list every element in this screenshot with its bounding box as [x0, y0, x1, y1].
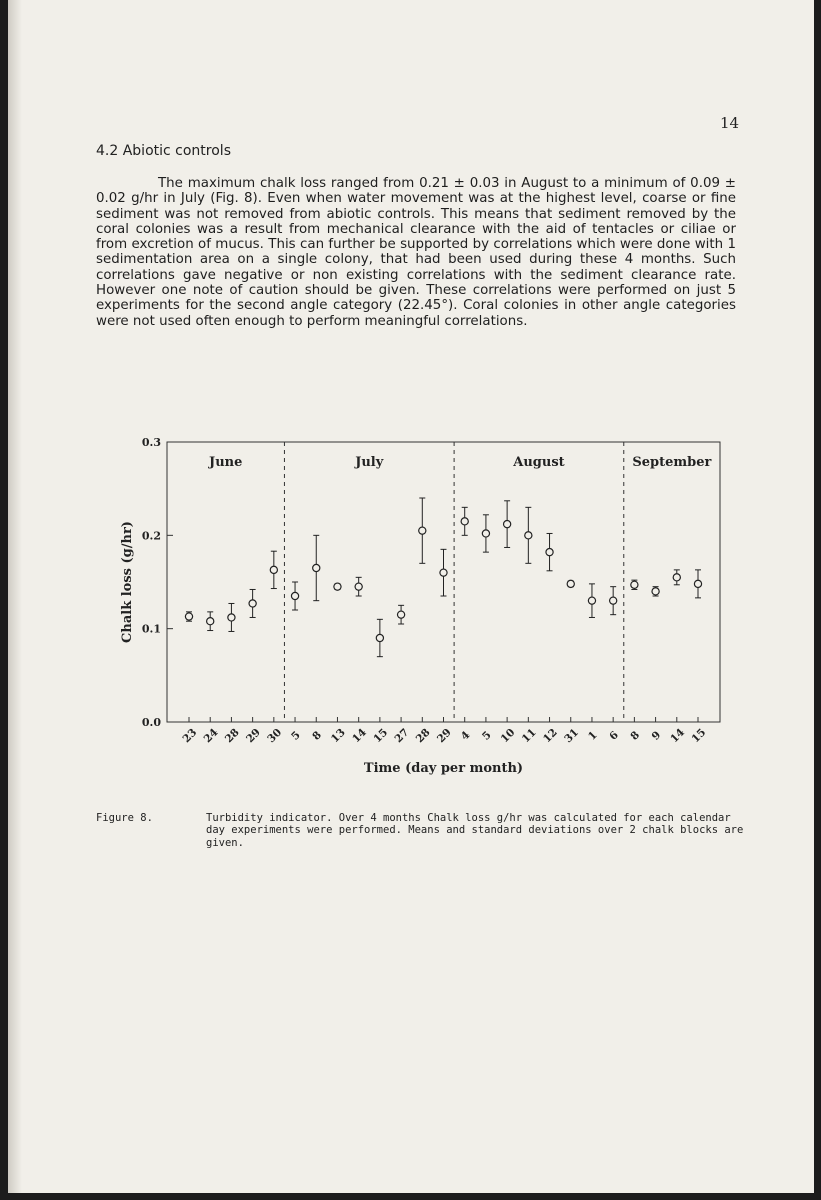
- data-point: [567, 580, 574, 587]
- x-tick-label: 14: [350, 726, 369, 746]
- x-tick-label: 9: [649, 729, 664, 743]
- figure-8-chart: [112, 430, 752, 780]
- page-spine-shadow: [8, 0, 22, 1193]
- data-point: [376, 634, 383, 641]
- month-label: September: [632, 455, 712, 470]
- data-point: [673, 574, 680, 581]
- data-point: [482, 530, 489, 537]
- data-point: [461, 518, 468, 525]
- figure-caption-text: Turbidity indicator. Over 4 months Chalk loss g/hr was calculated for each calendar day experiments were performed. Means and standard deviations over 2 chalk blocks are given.: [206, 812, 744, 849]
- data-point: [652, 588, 659, 595]
- x-tick-label: 29: [434, 726, 454, 746]
- data-point: [207, 618, 214, 625]
- x-tick-label: 28: [222, 726, 242, 746]
- x-tick-label: 14: [668, 726, 688, 746]
- x-tick-label: 15: [689, 726, 709, 746]
- y-tick-label: 0.0: [141, 716, 161, 729]
- x-tick-label: 8: [310, 729, 324, 743]
- x-tick-label: 13: [328, 726, 348, 746]
- x-tick-label: 5: [479, 729, 494, 743]
- x-tick-label: 31: [562, 726, 582, 746]
- month-label: July: [355, 455, 384, 470]
- section-heading: 4.2 Abiotic controls: [96, 143, 231, 159]
- data-point: [694, 580, 701, 587]
- data-point: [334, 583, 341, 590]
- data-point: [185, 613, 192, 620]
- x-tick-label: 12: [541, 726, 560, 746]
- x-tick-label: 1: [586, 729, 600, 743]
- page-number: 14: [720, 114, 740, 132]
- data-point: [504, 521, 511, 528]
- x-axis-label: Time (day per month): [363, 761, 524, 776]
- month-label: June: [209, 455, 243, 470]
- data-point: [546, 549, 553, 556]
- data-point: [631, 581, 638, 588]
- x-tick-label: 6: [607, 729, 621, 743]
- x-tick-label: 29: [244, 726, 263, 746]
- document-page: [8, 0, 814, 1193]
- data-point: [355, 583, 362, 590]
- x-tick-label: 10: [498, 726, 518, 746]
- data-point: [397, 611, 404, 618]
- chalk-loss-chart: [112, 430, 752, 780]
- x-tick-label: 4: [458, 729, 473, 743]
- data-point: [525, 532, 532, 539]
- x-tick-label: 23: [180, 726, 200, 746]
- x-tick-label: 5: [289, 729, 303, 743]
- body-paragraph: [96, 176, 736, 329]
- y-tick-label: 0.1: [141, 622, 161, 636]
- y-tick-label: 0.3: [141, 436, 161, 449]
- x-tick-label: 28: [413, 726, 433, 746]
- paragraph-text: The maximum chalk loss ranged from 0.21 ± 0.03 in August to a minimum of 0.09 ± 0.02 g/hr in July (Fig. 8). Even when water movement was at the highest level, coarse or fine sediment was not removed from abiotic controls. This means that sediment removed by the coral colonies was a result from mechanical clearance with the aid of tentacles or ciliae or from excretion of mucus. This can further be supported by correlations which were done with 1 sedimentation area on a single colony, that had been used during these 4 months. Such correlations gave negative or non existing correlations with the sediment clearance rate. However one note of caution should be given. These correlations were performed on just 5 experiments for the second angle category (22.45°). Coral colonies in other angle categories were not used often enough to perform meaningful correlations.: [96, 176, 736, 329]
- data-point: [419, 527, 426, 534]
- data-point: [313, 564, 320, 571]
- x-tick-label: 8: [628, 729, 643, 743]
- data-point: [440, 569, 447, 576]
- x-tick-label: 27: [392, 726, 412, 746]
- y-tick-label: 0.2: [141, 529, 161, 543]
- x-tick-label: 11: [519, 726, 539, 746]
- data-point: [270, 566, 277, 573]
- x-tick-label: 15: [371, 726, 391, 746]
- x-tick-label: 24: [201, 726, 221, 746]
- x-tick-label: 30: [265, 726, 285, 746]
- data-point: [228, 614, 235, 621]
- y-axis-label: Chalk loss (g/hr): [120, 521, 135, 643]
- data-point: [610, 597, 617, 604]
- data-point: [588, 597, 595, 604]
- data-point: [249, 600, 256, 607]
- figure-label: Figure 8.: [96, 812, 153, 824]
- data-point: [291, 592, 298, 599]
- month-label: August: [513, 455, 565, 470]
